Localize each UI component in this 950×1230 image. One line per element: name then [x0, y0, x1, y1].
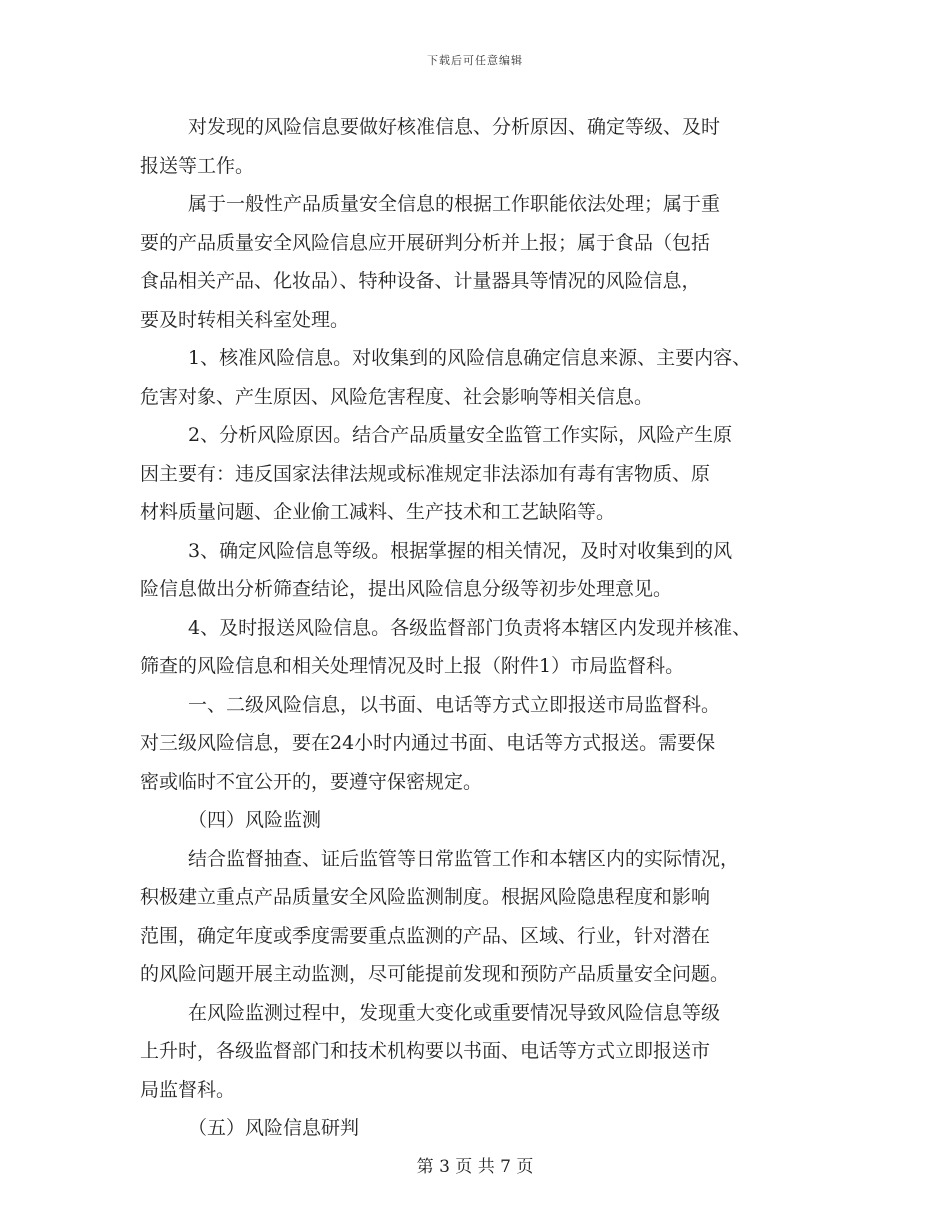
- paragraph-line: 一、二级风险信息，以书面、电话等方式立即报送市局监督科。: [188, 693, 721, 716]
- paragraph-line: 材料质量问题、企业偷工减料、生产技术和工艺缺陷等。: [140, 501, 616, 523]
- paragraph-line: 在风险监测过程中，发现重大变化或重要情况导致风险信息等级: [188, 1001, 721, 1024]
- page-header: 下载后可任意编辑: [427, 54, 523, 67]
- paragraph-line: 1、核准风险信息。对收集到的风险信息确定信息来源、主要内容、: [188, 347, 752, 369]
- paragraph-line: 积极建立重点产品质量安全风险监测制度。根据风险隐患程度和影响: [140, 886, 711, 908]
- paragraph-line: 食品相关产品、化妆品）、特种设备、计量器具等情况的风险信息，: [140, 270, 701, 292]
- paragraph-line: 筛查的风险信息和相关处理情况及时上报（附件1）市局监督科。: [140, 655, 685, 677]
- paragraph-line: 因主要有：违反国家法律法规或标准规定非法添加有毒有害物质、原: [140, 462, 711, 485]
- section-heading: （五）风险信息研判: [188, 1117, 360, 1139]
- page-footer: 第 3 页 共 7 页: [416, 1157, 534, 1177]
- section-heading: （四）风险监测: [188, 809, 322, 831]
- paragraph-line: 3、确定风险信息等级。根据掌握的相关情况，及时对收集到的风: [188, 539, 733, 562]
- paragraph-line: 要及时转相关科室处理。: [140, 308, 350, 331]
- paragraph-line: 密或临时不宜公开的，要遵守保密规定。: [140, 770, 483, 793]
- paragraph-line: 危害对象、产生原因、风险危害程度、社会影响等相关信息。: [140, 385, 654, 408]
- paragraph-line: 对三级风险信息，要在24小时内通过书面、电话等方式报送。需要保: [140, 732, 716, 754]
- paragraph-line: 4、及时报送风险信息。各级监督部门负责将本辖区内发现并核准、: [188, 616, 752, 639]
- paragraph-line: 范围，确定年度或季度需要重点监测的产品、区域、行业，针对潜在: [140, 924, 711, 947]
- paragraph-line: 上升时，各级监督部门和技术机构要以书面、电话等方式立即报送市: [140, 1040, 711, 1062]
- paragraph-line: 报送等工作。: [140, 154, 255, 177]
- paragraph-line: 要的产品质量安全风险信息应开展研判分析并上报；属于食品（包括: [140, 231, 711, 254]
- paragraph-line: 对发现的风险信息要做好核准信息、分析原因、确定等级、及时: [188, 116, 721, 138]
- paragraph-line: 局监督科。: [140, 1078, 236, 1101]
- paragraph-line: 属于一般性产品质量安全信息的根据工作职能依法处理；属于重: [188, 193, 721, 215]
- paragraph-line: 2、分析风险原因。结合产品质量安全监管工作实际，风险产生原: [188, 424, 733, 446]
- document-body: [140, 108, 820, 1148]
- paragraph-line: 结合监督抽查、证后监管等日常监管工作和本辖区内的实际情况，: [188, 847, 740, 870]
- paragraph-line: 的风险问题开展主动监测，尽可能提前发现和预防产品质量安全问题。: [140, 963, 730, 985]
- paragraph-line: 险信息做出分析筛查结论，提出风险信息分级等初步处理意见。: [140, 578, 673, 600]
